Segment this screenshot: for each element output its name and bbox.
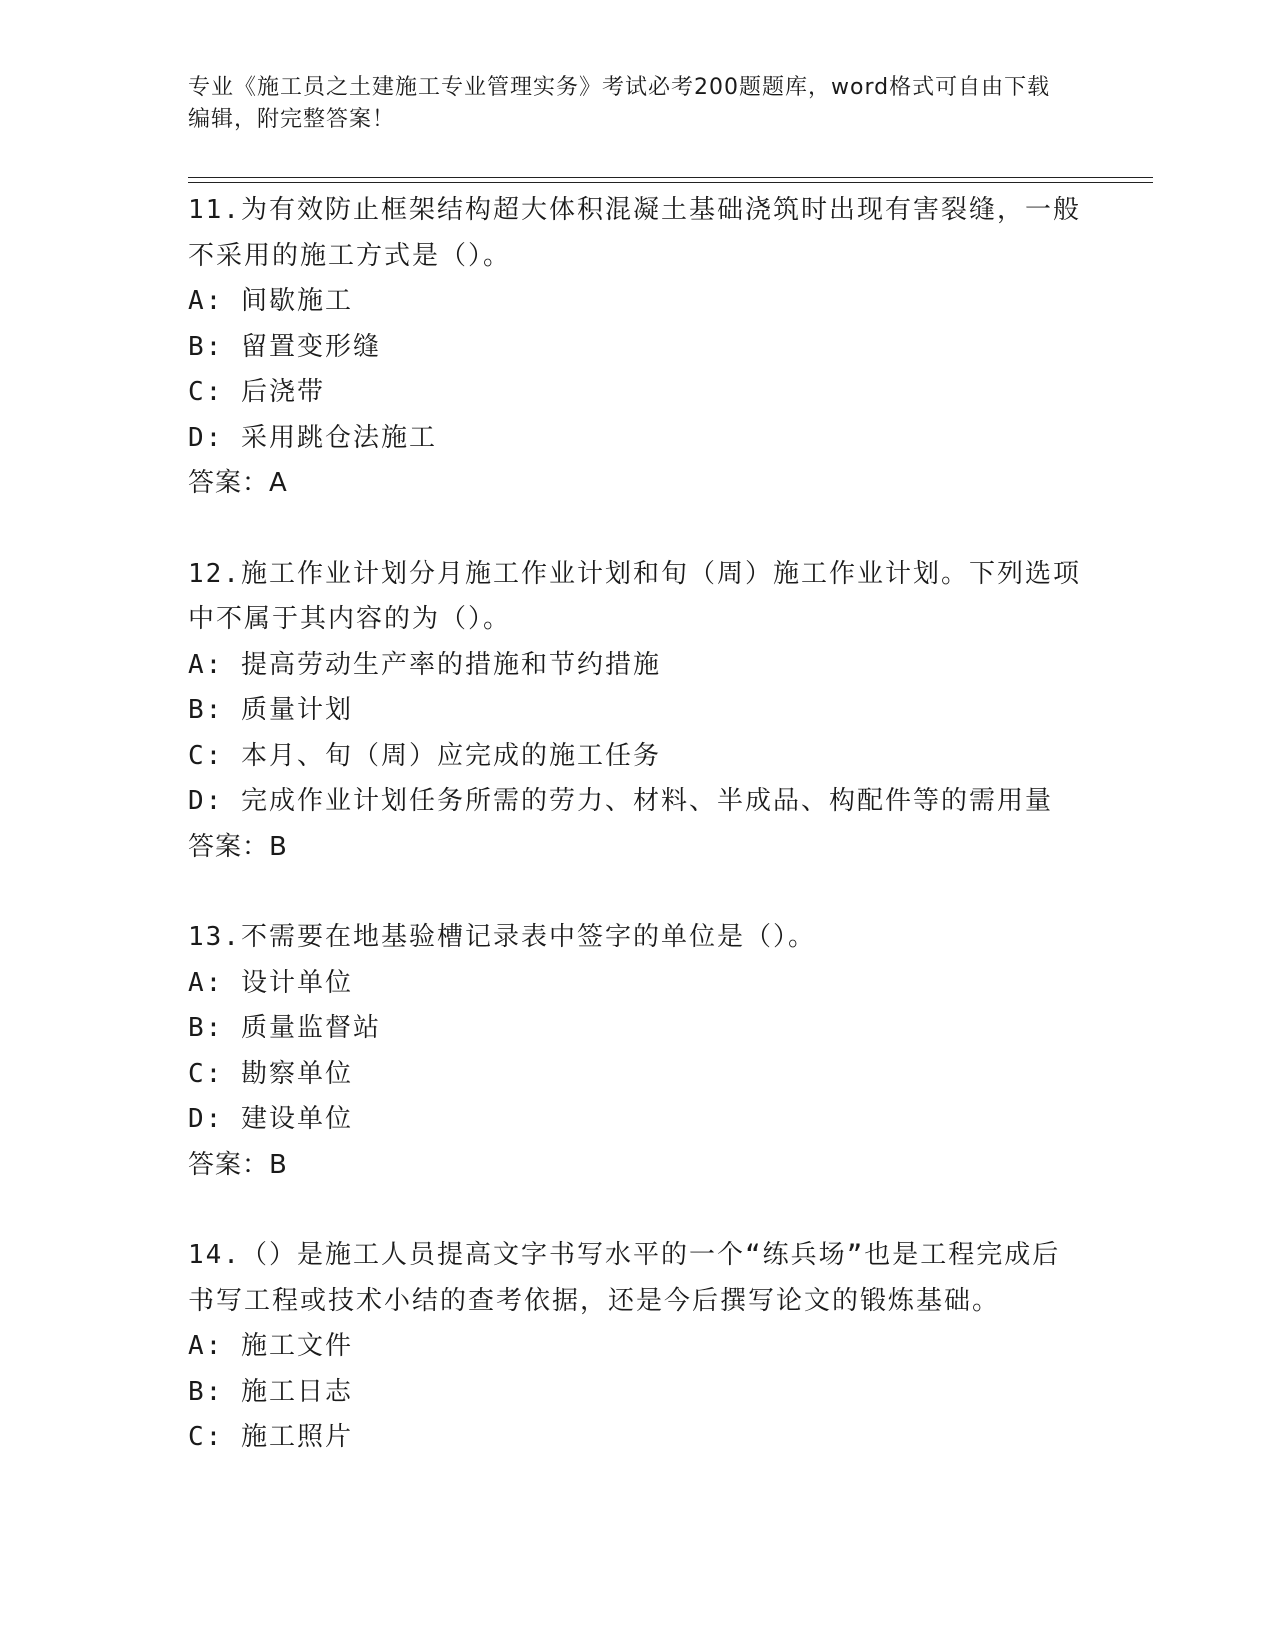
answer-line: 答案：B bbox=[188, 1149, 288, 1180]
question-item bbox=[188, 552, 1088, 871]
option-text: 施工日志 bbox=[240, 1376, 353, 1407]
option-d bbox=[188, 416, 1088, 462]
option-text: 勘察单位 bbox=[240, 1058, 353, 1089]
option-text: 质量监督站 bbox=[240, 1013, 381, 1043]
option-c bbox=[188, 370, 1088, 416]
option-text: 施工文件 bbox=[240, 1331, 353, 1361]
question-item bbox=[188, 188, 1088, 507]
option-d bbox=[188, 1097, 1088, 1143]
option-b bbox=[188, 325, 1088, 371]
question-item bbox=[188, 1233, 1088, 1461]
document-header: 专业《施工员之土建施工专业管理实务》考试必考200题题库，word格式可自由下载编辑，附完整答案！ bbox=[188, 75, 1051, 132]
option-label: B: bbox=[188, 695, 224, 725]
option-label: A: bbox=[188, 1331, 224, 1361]
option-text: 间歇施工 bbox=[240, 286, 353, 316]
option-label: D: bbox=[188, 1104, 224, 1134]
answer-line: 答案：B bbox=[188, 831, 288, 862]
option-label: C: bbox=[188, 377, 224, 407]
option-label: A: bbox=[188, 286, 224, 316]
option-b bbox=[188, 1370, 1088, 1416]
option-a bbox=[188, 279, 1088, 325]
option-text: 完成作业计划任务所需的劳力、材料、半成品、构配件等的需用量 bbox=[240, 786, 1053, 816]
option-text: 建设单位 bbox=[240, 1104, 353, 1134]
answer-line: 答案：A bbox=[188, 468, 288, 498]
header-divider-line-second bbox=[188, 182, 1153, 183]
option-b bbox=[188, 688, 1088, 734]
option-c bbox=[188, 734, 1088, 780]
option-b bbox=[188, 1006, 1088, 1052]
question-item bbox=[188, 915, 1088, 1188]
option-label: A: bbox=[188, 967, 224, 998]
option-text: 质量计划 bbox=[240, 695, 353, 725]
option-a bbox=[188, 1324, 1088, 1370]
option-label: C: bbox=[188, 740, 224, 771]
option-label: D: bbox=[188, 786, 224, 816]
option-c bbox=[188, 1052, 1088, 1098]
option-label: C: bbox=[188, 1422, 224, 1452]
option-a bbox=[188, 643, 1088, 689]
option-text: 本月、旬（周）应完成的施工任务 bbox=[240, 740, 661, 771]
option-label: B: bbox=[188, 331, 224, 362]
option-text: 设计单位 bbox=[240, 967, 353, 998]
question-stem: 14.（）是施工人员提高文字书写水平的一个“练兵场”也是工程完成后书写工程或技术小结的查考依据，还是今后撰写论文的锻炼基础。 bbox=[188, 1240, 1061, 1316]
question-stem: 12.施工作业计划分月施工作业计划和旬（周）施工作业计划。下列选项中不属于其内容的为（）。 bbox=[188, 558, 1081, 634]
option-label: A: bbox=[188, 649, 224, 680]
option-text: 采用跳仓法施工 bbox=[240, 422, 437, 453]
question-list bbox=[188, 188, 1088, 1506]
option-label: B: bbox=[188, 1376, 224, 1407]
option-label: C: bbox=[188, 1058, 224, 1089]
option-text: 留置变形缝 bbox=[240, 331, 381, 362]
option-text: 后浇带 bbox=[240, 377, 325, 407]
option-label: B: bbox=[188, 1013, 224, 1043]
question-stem: 13.不需要在地基验槽记录表中签字的单位是（）。 bbox=[188, 922, 816, 952]
header-divider-line bbox=[188, 177, 1153, 178]
option-a bbox=[188, 961, 1088, 1007]
option-text: 施工照片 bbox=[240, 1422, 353, 1452]
option-c bbox=[188, 1415, 1088, 1461]
option-text: 提高劳动生产率的措施和节约措施 bbox=[240, 649, 661, 680]
question-stem: 11.为有效防止框架结构超大体积混凝土基础浇筑时出现有害裂缝，一般不采用的施工方式是（）。 bbox=[188, 195, 1081, 271]
option-label: D: bbox=[188, 422, 224, 453]
option-d bbox=[188, 779, 1088, 825]
